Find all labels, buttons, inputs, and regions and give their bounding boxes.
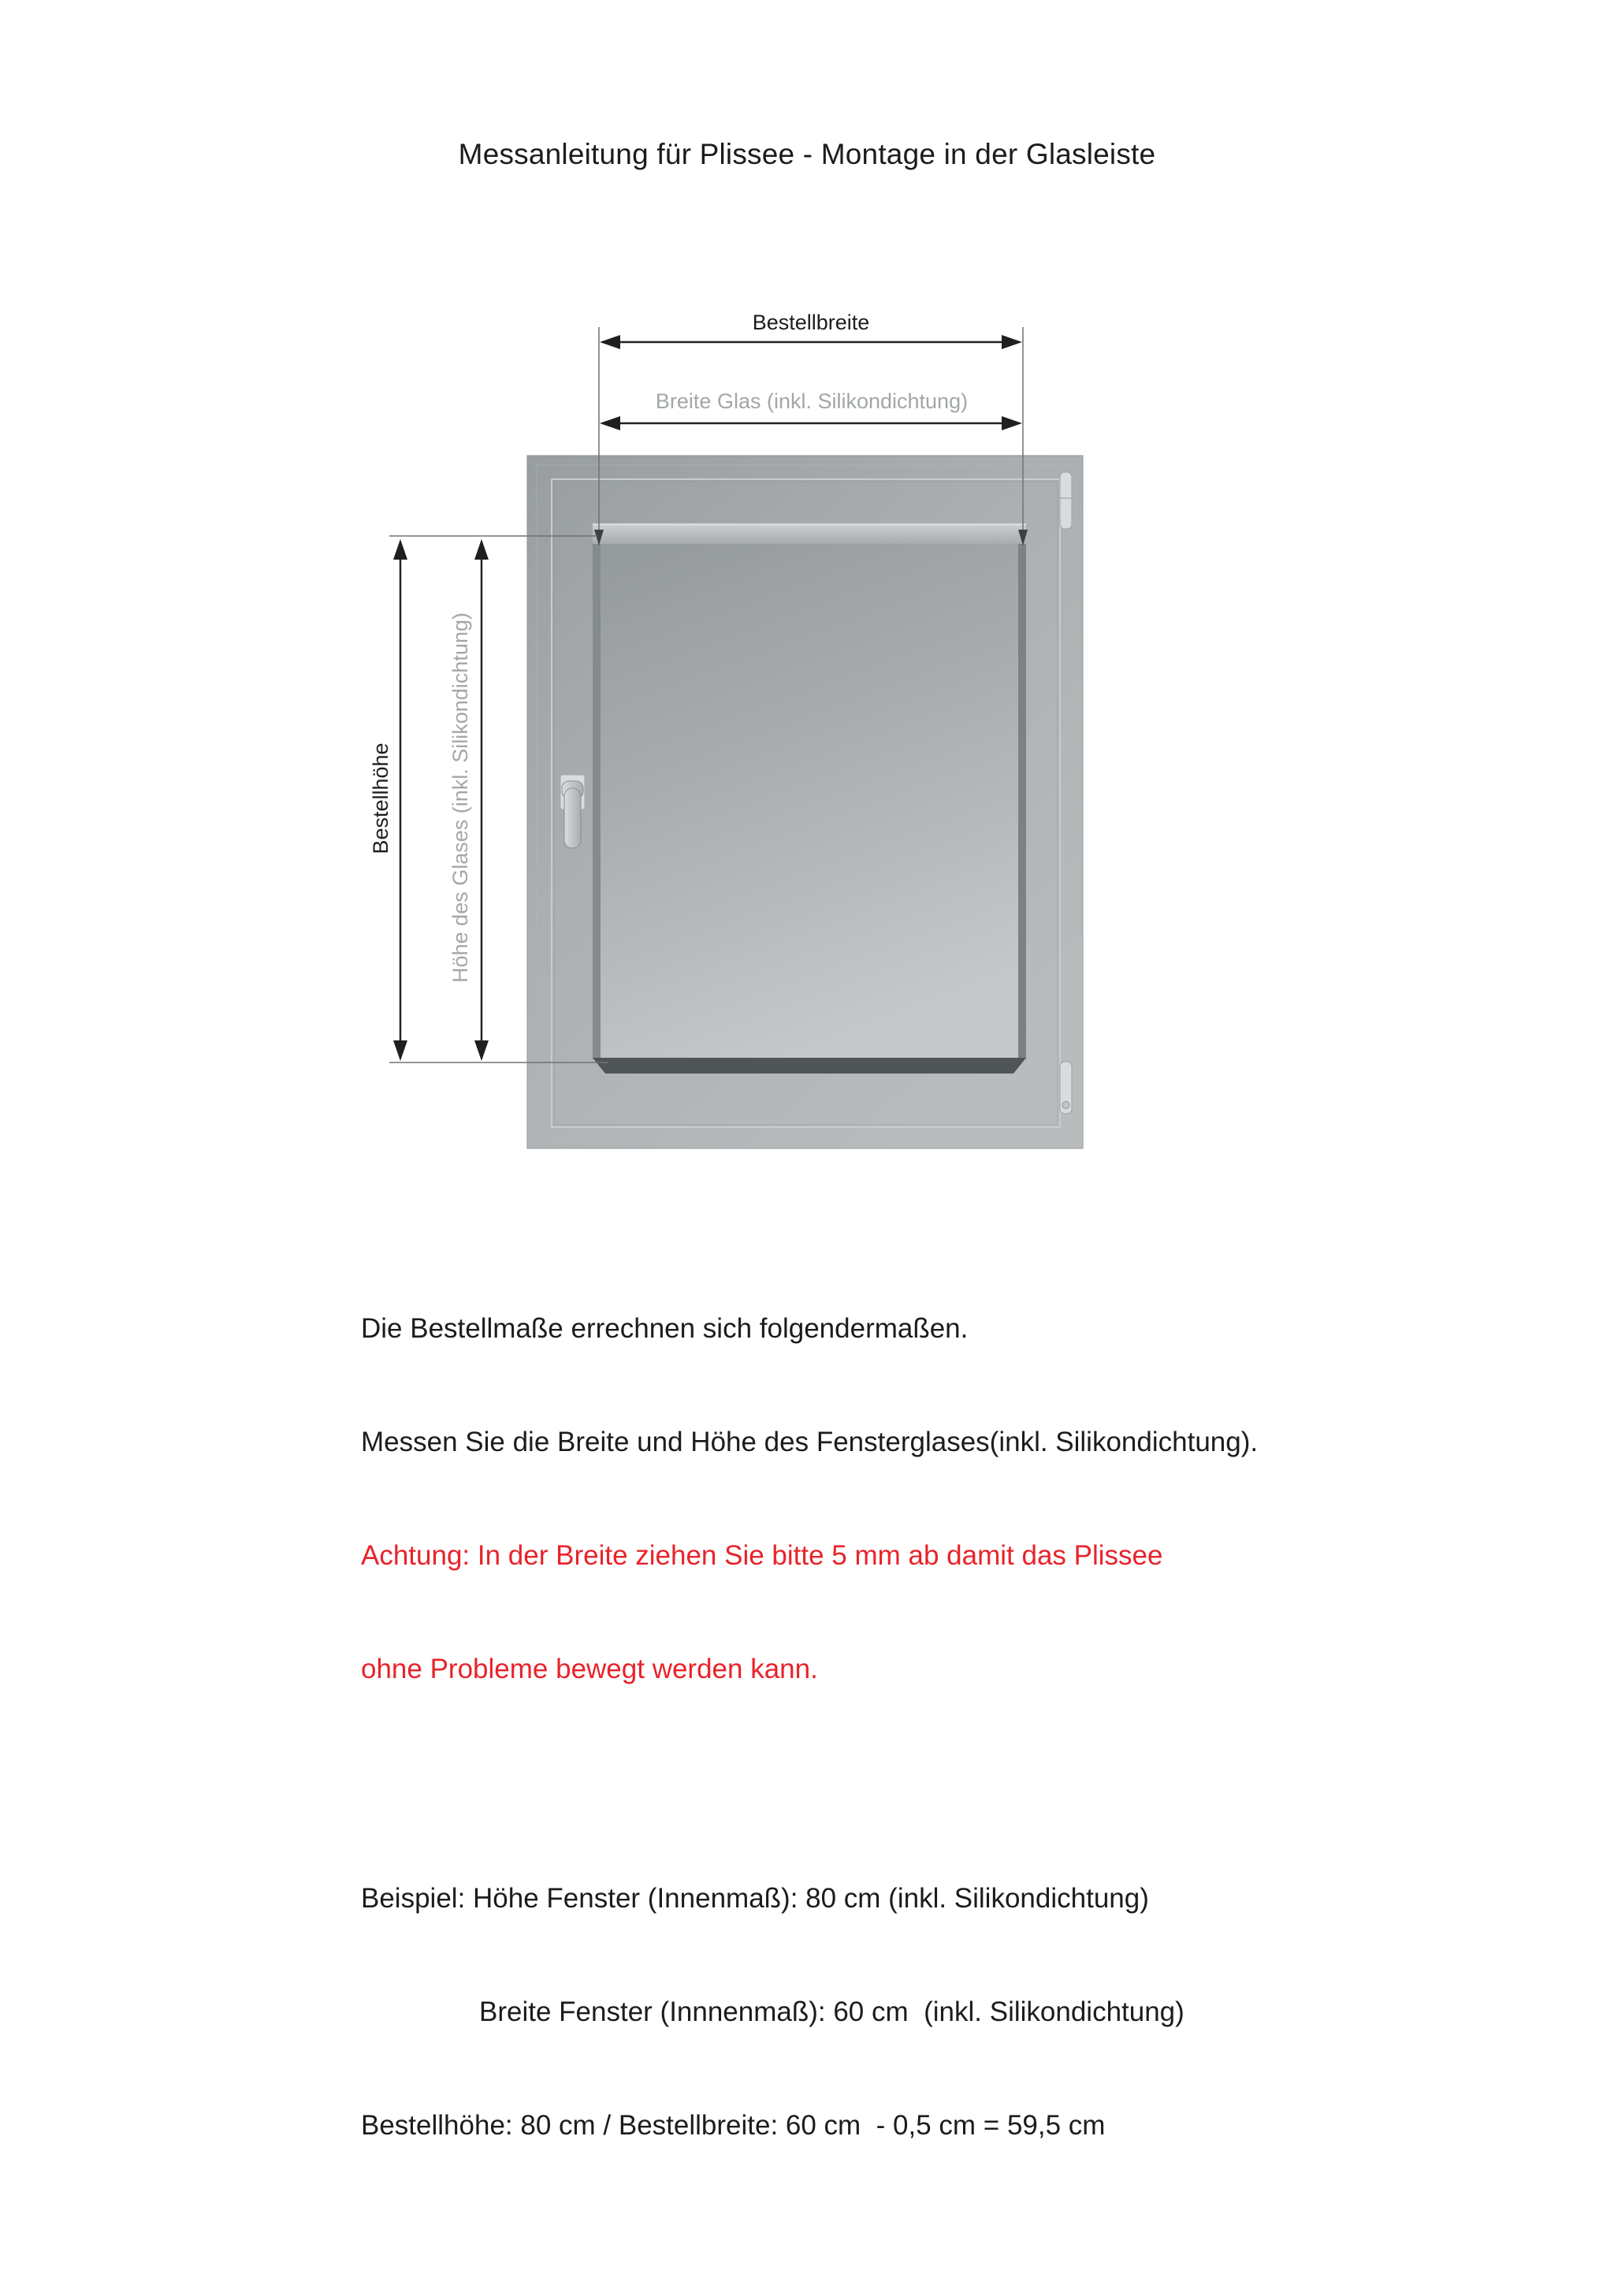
hinge-bottom xyxy=(1060,1062,1072,1114)
order-height-arrow xyxy=(393,539,407,1061)
example-line-1: Beispiel: Höhe Fenster (Innenmaß): 80 cm (inkl. Silikondichtung) xyxy=(361,1883,1149,1914)
hinge-top xyxy=(1060,472,1072,529)
glazing-bead-top xyxy=(593,523,1026,544)
instruction-line-2: Messen Sie die Breite und Höhe des Fensterglases(inkl. Silikondichtung). xyxy=(361,1427,1259,1457)
arrowhead-right-icon xyxy=(1002,335,1022,349)
glazing-bead-bottom xyxy=(593,1058,1026,1074)
glass-height-arrow xyxy=(474,539,489,1061)
example-block xyxy=(361,1804,1401,2220)
glass-width-arrow xyxy=(600,416,1022,430)
hinge-top-body xyxy=(1060,472,1072,529)
arrowhead-up-icon xyxy=(393,539,407,560)
warning-line-1: Achtung: In der Breite ziehen Sie bitte 5 mm ab damit das Plissee xyxy=(361,1540,1163,1571)
arrowhead-down-icon xyxy=(474,1040,489,1061)
glass-pane xyxy=(599,544,1020,1059)
glass-height-label: Höhe des Glases (inkl. Silikondichtung) xyxy=(448,612,472,983)
hinge-bottom-pin xyxy=(1062,1102,1069,1109)
instructions-text xyxy=(361,1234,1401,2296)
order-width-arrow xyxy=(600,335,1022,349)
page-title: Messanleitung für Plissee - Montage in der Glasleiste xyxy=(458,138,1156,170)
order-width-label: Bestellbreite xyxy=(752,311,870,334)
instruction-line-1: Die Bestellmaße errechnen sich folgendermaßen. xyxy=(361,1313,969,1344)
glazing-bead-top-highlight xyxy=(593,523,1026,526)
arrowhead-up-icon xyxy=(474,539,489,560)
warning-line-2: ohne Probleme bewegt werden kann. xyxy=(361,1654,818,1684)
arrowhead-left-icon xyxy=(600,416,620,430)
arrowhead-down-icon xyxy=(393,1040,407,1061)
glazing-bead-left xyxy=(593,544,601,1059)
window-handle-lever xyxy=(564,788,581,848)
glass-width-label: Breite Glas (inkl. Silikondichtung) xyxy=(655,389,969,413)
arrowhead-right-icon xyxy=(1002,416,1022,430)
arrowhead-left-icon xyxy=(600,335,620,349)
example-line-2: Breite Fenster (Innnenmaß): 60 cm (inkl. Silikondichtung) xyxy=(479,1996,1184,2027)
glazing-bead-right xyxy=(1018,544,1026,1059)
example-line-3: Bestellhöhe: 80 cm / Bestellbreite: 60 cm - 0,5 cm = 59,5 cm xyxy=(361,2110,1106,2141)
order-height-label: Bestellhöhe xyxy=(369,742,392,854)
